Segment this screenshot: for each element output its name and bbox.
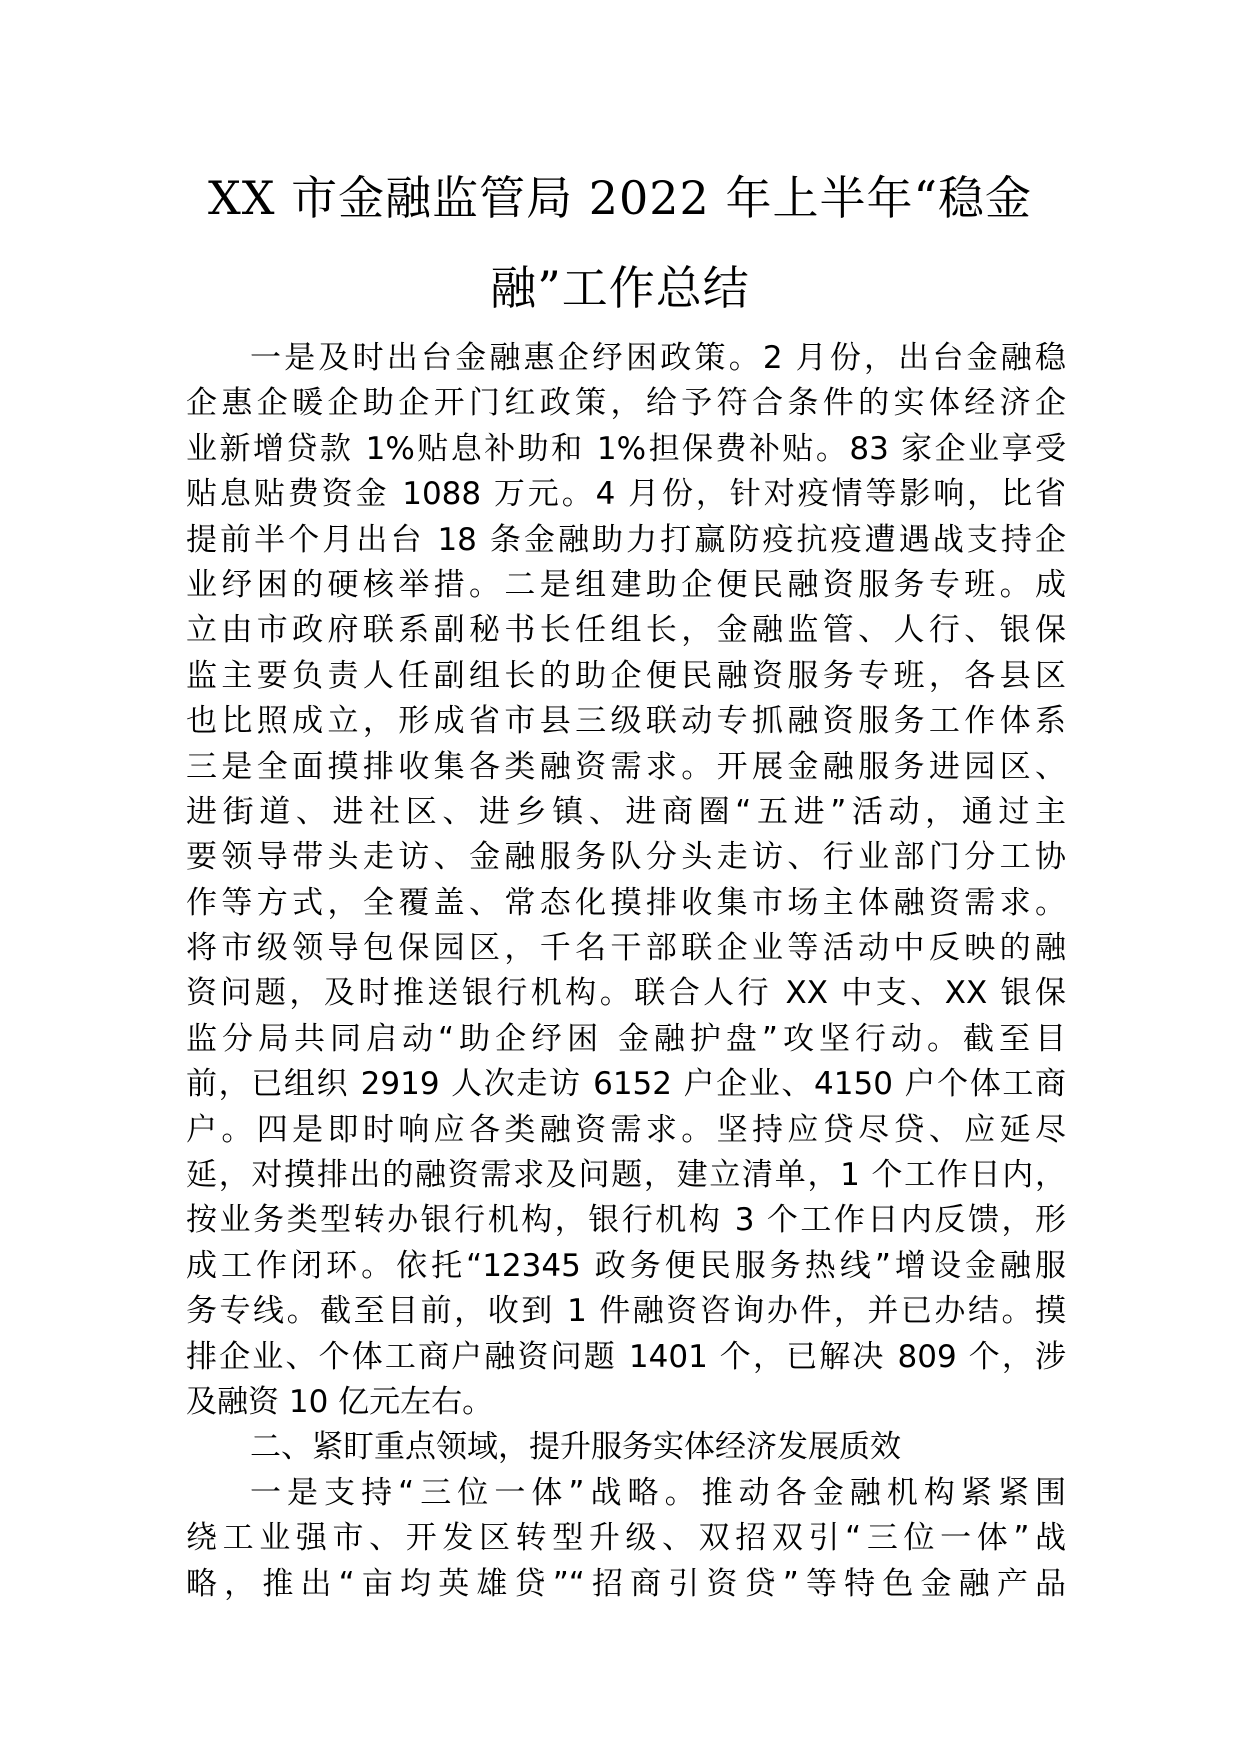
body-line: 一是支持“三位一体”战略。推动各金融机构紧紧围 — [250, 1474, 1066, 1511]
body-line: 及融资 10 亿元左右。 — [186, 1383, 494, 1420]
body-line: 贴息贴费资金 1088 万元。4 月份，针对疫情等影响，比省 — [186, 476, 1066, 513]
body-line: 业新增贷款 1%贴息补助和 1%担保费补贴。83 家企业享受 — [186, 430, 1066, 467]
body-line: 成工作闭环。依托“12345 政务便民服务热线”增设金融服 — [186, 1247, 1066, 1284]
body-line: 也比照成立，形成省市县三级联动专抓融资服务工作体系 — [186, 703, 1066, 740]
body-line: 监主要负责人任副组长的助企便民融资服务专班，各县区 — [186, 657, 1066, 694]
body-line: 绕工业强市、开发区转型升级、双招双引“三位一体”战 — [186, 1520, 1066, 1557]
body-line: 作等方式，全覆盖、常态化摸排收集市场主体融资需求。 — [186, 884, 1066, 921]
body-line: 监分局共同启动“助企纾困 金融护盘”攻坚行动。截至目 — [186, 1020, 1066, 1057]
body-line: 企惠企暖企助企开门红政策，给予符合条件的实体经济企 — [186, 385, 1066, 422]
document-title-line-1: XX 市金融监管局 2022 年上半年“稳金 — [208, 171, 1032, 225]
body-line: 业纾困的硬核举措。二是组建助企便民融资服务专班。成 — [186, 566, 1066, 603]
body-line: 进街道、进社区、进乡镇、进商圈“五进”活动，通过主 — [186, 793, 1066, 830]
body-line: 略，推出“亩均英雄贷”“招商引资贷”等特色金融产品 — [186, 1565, 1066, 1602]
body-line: 务专线。截至目前，收到 1 件融资咨询办件，并已办结。摸 — [186, 1293, 1066, 1330]
body-line: 立由市政府联系副秘书长任组长，金融监管、人行、银保 — [186, 612, 1066, 649]
body-line: 户。四是即时响应各类融资需求。坚持应贷尽贷、应延尽 — [186, 1111, 1066, 1148]
body-line: 提前半个月出台 18 条金融助力打赢防疫抗疫遭遇战支持企 — [186, 521, 1066, 558]
body-line: 一是及时出台金融惠企纾困政策。2 月份，出台金融稳 — [250, 340, 1066, 376]
body-line: 前，已组织 2919 人次走访 6152 户企业、4150 户个体工商 — [186, 1066, 1066, 1103]
body-line: 排企业、个体工商户融资问题 1401 个，已解决 809 个，涉 — [186, 1338, 1066, 1375]
body-line: 按业务类型转办银行机构，银行机构 3 个工作日内反馈，形 — [186, 1202, 1066, 1239]
section-heading: 二、紧盯重点领域，提升服务实体经济发展质效 — [250, 1429, 901, 1466]
document-title-line-2: 融”工作总结 — [490, 261, 750, 315]
body-line: 三是全面摸排收集各类融资需求。开展金融服务进园区、 — [186, 748, 1066, 785]
body-line: 资问题，及时推送银行机构。联合人行 XX 中支、XX 银保 — [186, 975, 1066, 1012]
body-line: 将市级领导包保园区，千名干部联企业等活动中反映的融 — [186, 930, 1066, 967]
document-body — [186, 336, 1066, 1607]
body-line: 要领导带头走访、金融服务队分头走访、行业部门分工协 — [186, 839, 1066, 876]
body-line: 延，对摸排出的融资需求及问题，建立清单，1 个工作日内， — [186, 1157, 1066, 1194]
